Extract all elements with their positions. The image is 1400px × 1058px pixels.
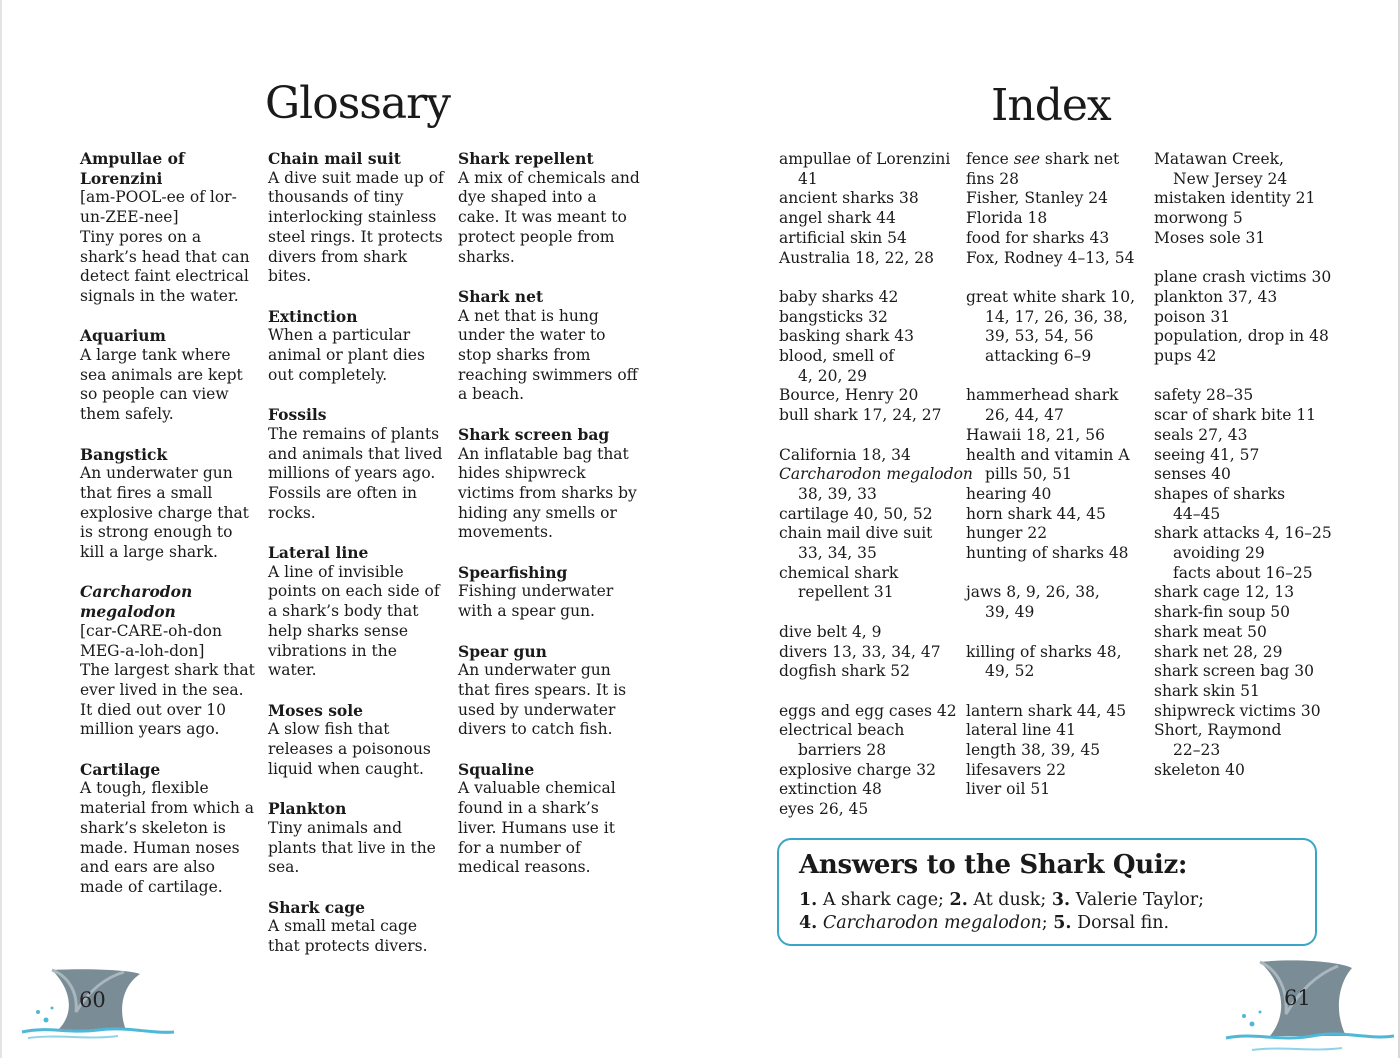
glossary-definition: A slow fish that releases a poisonous liquid when caught.: [268, 720, 431, 778]
index-entry: liver oil 51: [966, 780, 1051, 799]
glossary-term: Ampullae of Lorenzini: [80, 149, 185, 188]
index-entry: seals 27, 43: [1154, 425, 1248, 444]
index-letter-group: [1154, 268, 1344, 367]
index-entry: basking shark 43: [779, 327, 914, 346]
index-entry: health and vitamin A: [966, 445, 1130, 464]
glossary-entry: [80, 445, 258, 563]
index-entry: mistaken identity 21: [1154, 189, 1316, 208]
index-entry: extinction 48: [779, 780, 882, 799]
index-entry: Fox, Rodney 4–13, 54: [966, 248, 1135, 267]
answer-separator: ;: [1041, 913, 1048, 933]
index-letter-group: [779, 702, 959, 820]
index-entry: hearing 40: [966, 484, 1052, 503]
index-entry: great white shark 10,: [966, 287, 1135, 306]
index-entry: attacking 6–9: [985, 347, 1092, 366]
index-entry: horn shark 44, 45: [966, 504, 1106, 523]
index-entry: 41: [798, 169, 818, 188]
index-entry: dive belt 4, 9: [779, 622, 882, 641]
index-entry: California 18, 34: [779, 445, 911, 464]
index-entry: scar of shark bite 11: [1154, 406, 1317, 425]
index-entry: 39, 53, 54, 56: [985, 327, 1094, 346]
glossary-term: Spear gun: [458, 641, 547, 661]
glossary-definition: Tiny pores on a shark’s head that can detect faint electrical signals in the water.: [80, 227, 250, 305]
index-see-ref: see: [1013, 150, 1040, 168]
glossary-term: Squaline: [458, 759, 535, 779]
glossary-definition: An underwater gun that fires spears. It is used by underwater divers to catch fish.: [458, 661, 627, 739]
quiz-title: Answers to the Shark Quiz:: [799, 850, 1188, 880]
answer-text: Valerie Taylor;: [1070, 890, 1205, 910]
glossary-term: Fossils: [268, 405, 327, 425]
index-entry: Hawaii 18, 21, 56: [966, 425, 1105, 444]
index-entry: 39, 49: [985, 603, 1035, 622]
index-entry: Florida 18: [966, 209, 1048, 228]
index-entry: poison 31: [1154, 307, 1231, 326]
glossary-term: Shark screen bag: [458, 424, 610, 444]
glossary-definition: A net that is hung under the water to stop sharks from reaching swimmers off a beach.: [458, 306, 638, 404]
index-letter-group: [966, 583, 1146, 622]
glossary-definition: A line of invisible points on each side of a shark’s body that help sharks sense vibrations in the water.: [268, 562, 440, 680]
index-entry: bangsticks 32: [779, 307, 888, 326]
index-entry: jaws 8, 9, 26, 38,: [966, 583, 1100, 602]
index-entry: shapes of sharks: [1154, 484, 1286, 503]
glossary-term: Bangstick: [80, 444, 168, 464]
index-column-2: [966, 150, 1146, 820]
glossary-entry: [458, 149, 640, 267]
glossary-entry: [80, 149, 258, 307]
index-entry: lifesavers 22: [966, 760, 1066, 779]
index-entry: lantern shark 44, 45: [966, 701, 1127, 720]
quiz-answers-line-2: [799, 913, 1169, 933]
quiz-answers-box: [777, 838, 1317, 946]
index-entry: plane crash victims 30: [1154, 268, 1332, 287]
glossary-term: Aquarium: [80, 326, 166, 346]
index-entry: Bource, Henry 20: [779, 386, 919, 405]
glossary-term: Spearfishing: [458, 562, 568, 582]
index-entry: shark-fin soup 50: [1154, 603, 1291, 622]
index-entry: killing of sharks 48,: [966, 642, 1122, 661]
index-entry: blood, smell of: [779, 347, 895, 366]
glossary-definition: An underwater gun that fires a small explosive charge that is strong enough to kill a large shark.: [80, 464, 249, 562]
glossary-entry: [268, 149, 450, 287]
glossary-title: Glossary: [265, 78, 450, 129]
index-entry: ampullae of Lorenzini: [779, 150, 951, 168]
index-entry: pills 50, 51: [985, 465, 1072, 484]
index-entry: 44–45: [1173, 504, 1221, 523]
index-entry: eyes 26, 45: [779, 800, 869, 819]
index-entry: bull shark 17, 24, 27: [779, 406, 942, 425]
glossary-column-1: [80, 149, 258, 917]
index-entry: shark skin 51: [1154, 681, 1260, 700]
answer-number: 2.: [949, 890, 968, 910]
glossary-definition: A dive suit made up of thousands of tiny interlocking stainless steel rings. It protects divers from shark bites.: [268, 168, 444, 286]
answer-number: 4.: [799, 913, 818, 933]
answer-text: Carcharodon megalodon: [822, 913, 1042, 933]
index-entry: lateral line 41: [966, 721, 1076, 740]
answer-text: Dorsal fin.: [1071, 913, 1170, 933]
index-entry: fence see shark net: [966, 150, 1120, 168]
index-entry: hunger 22: [966, 524, 1048, 543]
index-entry: food for sharks 43: [966, 228, 1110, 247]
index-entry: population, drop in 48: [1154, 327, 1329, 346]
quiz-answers-line-1: [799, 890, 1204, 910]
glossary-term: Shark net: [458, 286, 544, 306]
index-entry: Moses sole 31: [1154, 228, 1266, 247]
index-entry: Fisher, Stanley 24: [966, 189, 1108, 208]
index-entry: explosive charge 32: [779, 760, 936, 779]
index-entry: shark screen bag 30: [1154, 662, 1314, 681]
index-letter-group: [779, 445, 973, 604]
glossary-entry: [268, 701, 450, 780]
index-entry: fins 28: [966, 169, 1019, 188]
glossary-term: Carcharodon megalodon: [80, 582, 193, 622]
glossary-column-2: [268, 149, 450, 976]
index-entry: Carcharodon megalodon: [779, 465, 973, 484]
glossary-entry: [458, 287, 640, 405]
index-entry: cartilage 40, 50, 52: [779, 504, 933, 523]
glossary-definition: An inflatable bag that hides shipwreck victims from sharks by hiding any smells or movements.: [458, 444, 637, 542]
index-entry: chain mail dive suit: [779, 524, 933, 543]
glossary-entry: [458, 563, 640, 622]
answer-number: 3.: [1051, 890, 1071, 910]
page-number-left: 60: [79, 988, 106, 1012]
index-entry: baby sharks 42: [779, 287, 899, 306]
index-entry: safety 28–35: [1154, 386, 1254, 405]
index-entry: dogfish shark 52: [779, 662, 911, 681]
index-entry: electrical beach: [779, 721, 905, 740]
glossary-definition: When a particular animal or plant dies out completely.: [268, 326, 425, 384]
glossary-entry: [268, 799, 450, 878]
index-letter-group: [966, 702, 1146, 801]
glossary-pronunciation: [car-CARE-oh-don MEG-a-loh-don]: [80, 621, 222, 660]
answer-text: At dusk;: [967, 890, 1047, 910]
index-entry: artificial skin 54: [779, 228, 907, 247]
glossary-entry: [268, 898, 450, 957]
glossary-entry: [80, 326, 258, 425]
glossary-definition: The largest shark that ever lived in the sea. It died out over 10 million years ago.: [80, 661, 255, 739]
glossary-entry: [80, 582, 258, 740]
answer-number: 1.: [799, 890, 818, 910]
glossary-term: Lateral line: [268, 543, 369, 563]
glossary-entry: [458, 642, 640, 741]
index-column-1: [779, 150, 973, 840]
index-entry: shark attacks 4, 16–25: [1154, 524, 1332, 543]
index-entry: Australia 18, 22, 28: [779, 248, 934, 267]
glossary-term: Extinction: [268, 306, 358, 326]
glossary-column-3: [458, 149, 640, 898]
index-entry: chemical shark: [779, 563, 899, 582]
index-title: Index: [991, 80, 1111, 131]
index-entry: shark net 28, 29: [1154, 642, 1283, 661]
index-entry: barriers 28: [798, 741, 887, 760]
page-number-right: 61: [1284, 986, 1311, 1010]
index-entry: 33, 34, 35: [798, 544, 877, 563]
index-entry: length 38, 39, 45: [966, 741, 1101, 760]
index-entry: seeing 41, 57: [1154, 445, 1260, 464]
index-letter-group: [779, 623, 959, 682]
glossary-definition: A valuable chemical found in a shark’s liver. Humans use it for a number of medical reasons.: [458, 779, 616, 877]
index-entry: 4, 20, 29: [798, 366, 868, 385]
index-letter-group: [1154, 150, 1344, 249]
index-letter-group: [966, 386, 1146, 563]
index-entry: 14, 17, 26, 36, 38,: [985, 307, 1128, 326]
index-entry: plankton 37, 43: [1154, 287, 1278, 306]
index-entry: 22–23: [1173, 741, 1221, 760]
index-entry: hammerhead shark: [966, 386, 1119, 405]
index-entry: 38, 39, 33: [798, 484, 877, 503]
index-letter-group: [966, 150, 1146, 268]
glossary-term: Cartilage: [80, 759, 161, 779]
index-letter-group: [779, 150, 959, 268]
page-edge-left: [0, 0, 2, 1058]
answer-number: 5.: [1053, 913, 1072, 933]
index-entry: angel shark 44: [779, 209, 896, 228]
index-entry: 26, 44, 47: [985, 406, 1064, 425]
index-entry: shark meat 50: [1154, 622, 1267, 641]
glossary-entry: [458, 760, 640, 878]
index-entry: divers 13, 33, 34, 47: [779, 642, 941, 661]
answer-text: A shark cage;: [817, 890, 944, 910]
glossary-term: Chain mail suit: [268, 149, 401, 168]
index-entry: hunting of sharks 48: [966, 544, 1129, 563]
index-entry: avoiding 29: [1173, 544, 1265, 563]
index-entry: ancient sharks 38: [779, 189, 919, 208]
index-entry: New Jersey 24: [1173, 169, 1288, 188]
glossary-pronunciation: [am-POOL-ee of lor-un-ZEE-nee]: [80, 188, 237, 227]
glossary-term: Plankton: [268, 799, 347, 819]
index-entry: repellent 31: [798, 583, 894, 602]
index-entry: skeleton 40: [1154, 760, 1245, 779]
glossary-term: Moses sole: [268, 700, 364, 720]
index-entry: pups 42: [1154, 347, 1217, 366]
glossary-entry: [268, 307, 450, 386]
glossary-definition: The remains of plants and animals that lived millions of years ago. Fossils are often in rocks.: [268, 424, 443, 522]
glossary-term: Shark cage: [268, 897, 365, 917]
index-letter-group: [966, 643, 1146, 682]
index-entry: shipwreck victims 30: [1154, 701, 1321, 720]
glossary-entry: [458, 425, 640, 543]
glossary-definition: Fishing underwater with a spear gun.: [458, 582, 614, 621]
glossary-definition: A tough, flexible material from which a shark’s skeleton is made. Human noses and ears are also made of cartilage.: [80, 779, 254, 896]
glossary-definition: A large tank where sea animals are kept so people can view them safely.: [80, 346, 243, 424]
index-entry: Short, Raymond: [1154, 721, 1282, 740]
index-entry: 49, 52: [985, 662, 1035, 681]
glossary-definition: Tiny animals and plants that live in the sea.: [268, 818, 436, 877]
index-entry: facts about 16–25: [1173, 563, 1313, 582]
index-letter-group: [779, 288, 959, 426]
glossary-entry: [268, 543, 450, 681]
index-entry: eggs and egg cases 42: [779, 701, 957, 720]
glossary-entry: [80, 760, 258, 898]
index-entry: morwong 5: [1154, 209, 1243, 228]
index-letter-group: [966, 288, 1146, 367]
glossary-entry: [268, 405, 450, 523]
index-entry: shark cage 12, 13: [1154, 583, 1295, 602]
index-column-3: [1154, 150, 1344, 800]
index-entry: Matawan Creek,: [1154, 150, 1284, 168]
index-letter-group: [1154, 386, 1344, 780]
glossary-definition: A small metal cage that protects divers.: [268, 917, 428, 956]
index-entry: senses 40: [1154, 465, 1231, 484]
glossary-definition: A mix of chemicals and dye shaped into a cake. It was meant to protect people from sharks.: [458, 168, 640, 266]
glossary-term: Shark repellent: [458, 149, 594, 168]
